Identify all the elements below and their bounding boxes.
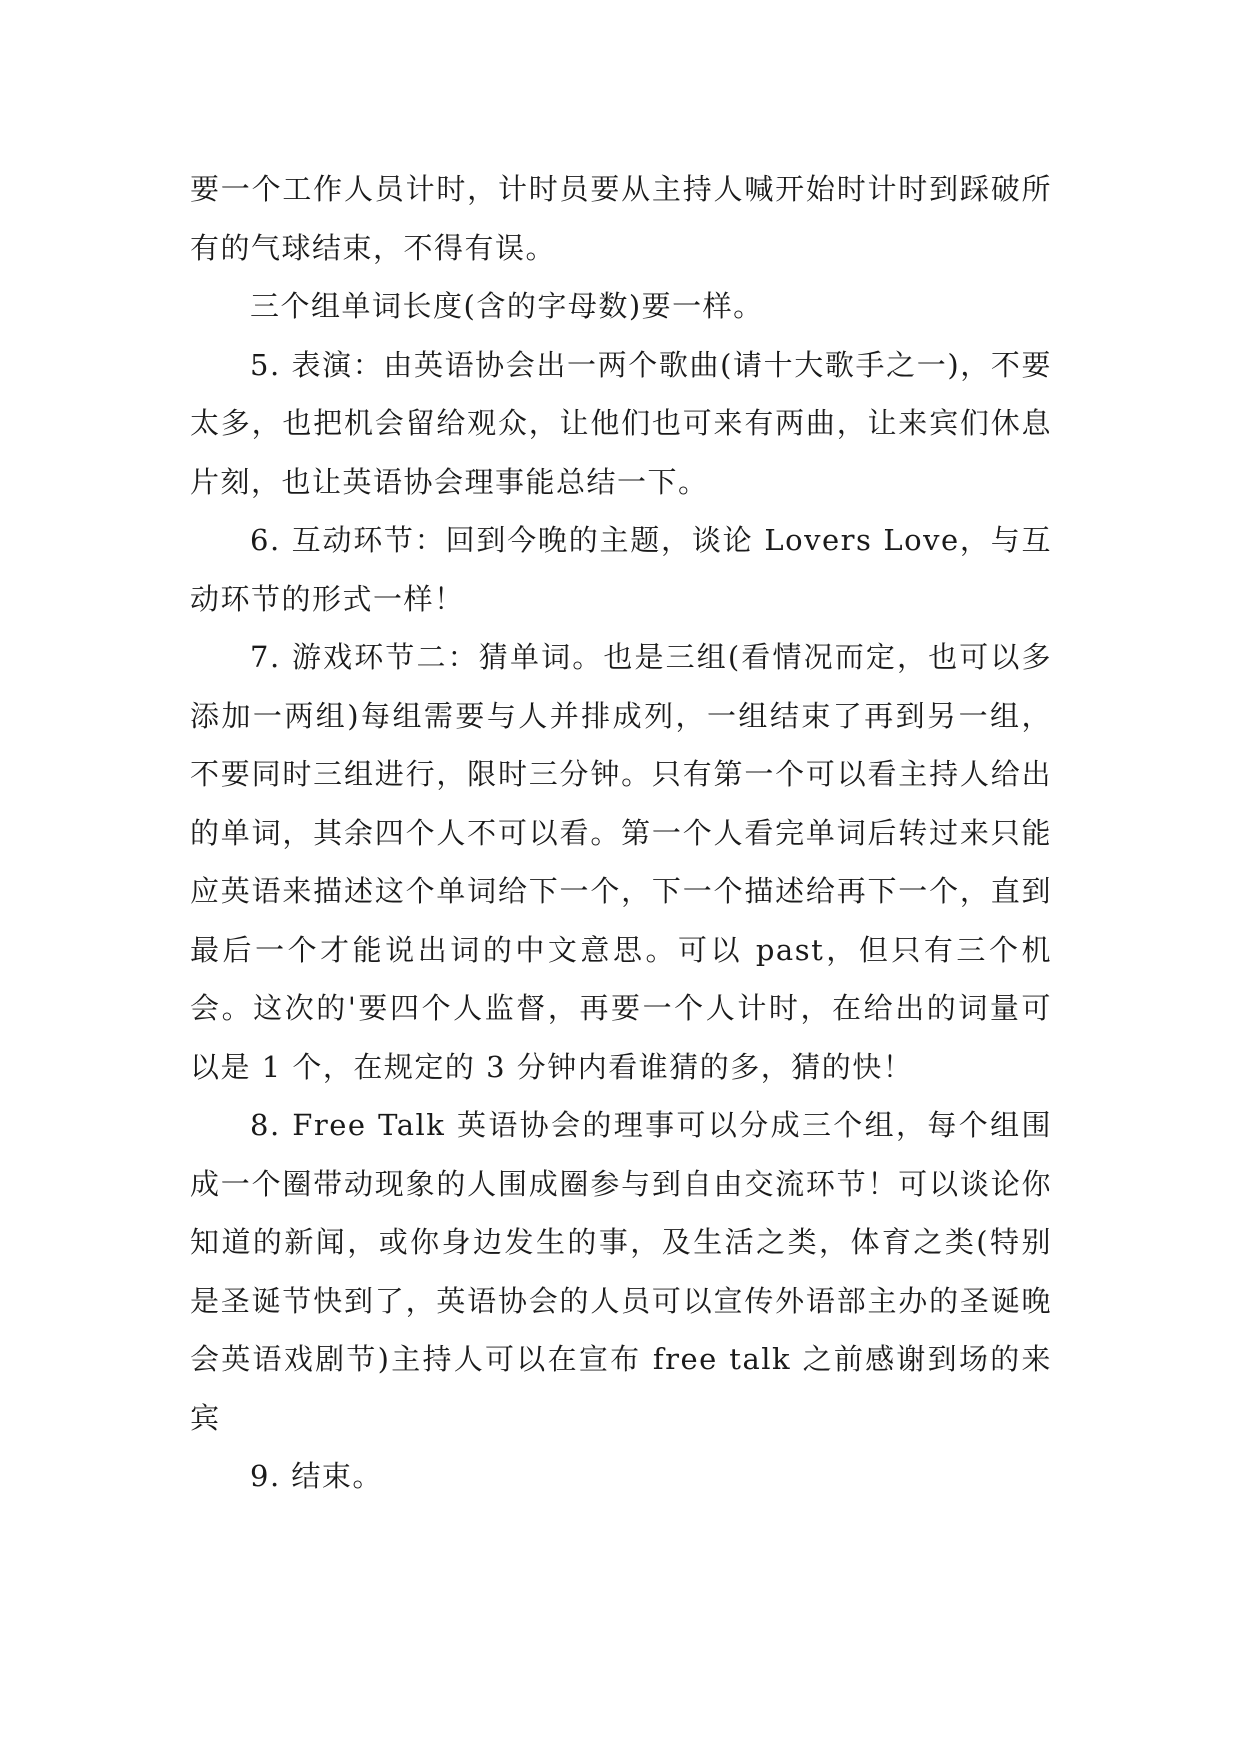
paragraph-item-6-interaction: 6. 互动环节：回到今晚的主题，谈论 Lovers Love，与互动环节的形式一样！ [190, 523, 1052, 616]
paragraph-item-7-word-game: 7. 游戏环节二：猜单词。也是三组(看情况而定，也可以多添加一两组)每组需要与人并排成列，一组结束了再到另一组，不要同时三组进行，限时三分钟。只有第一个可以看主持人给出的单词，其余四个人不可以看。第一个人看完单词后转过来只能应英语来描述这个单词给下一个，下一个描述给再下一个，直到最后一个才能说出词的中文意思。可以 past，但只有三个机会。这次的'要四个人监督，再要一个人计时，在给出的词量可以是 1 个，在规定的 3 分钟内看谁猜的多，猜的快！ [190, 640, 1052, 1084]
paragraph-word-length: 三个组单词长度(含的字母数)要一样。 [250, 289, 764, 323]
paragraph-item-8-free-talk: 8. Free Talk 英语协会的理事可以分成三个组，每个组围成一个圈带动现象的人围成圈参与到自由交流环节！可以谈论你知道的新闻，或你身边发生的事，及生活之类，体育之类(特别是圣诞节快到了，英语协会的人员可以宣传外语部主办的圣诞晚会英语戏剧节)主持人可以在宣布 free talk 之前感谢到场的来宾 [190, 1108, 1052, 1435]
document-body [190, 160, 1052, 1506]
paragraph-continued: 要一个工作人员计时，计时员要从主持人喊开始时计时到踩破所有的气球结束，不得有误。 [190, 172, 1052, 265]
paragraph-item-9-end: 9. 结束。 [250, 1459, 383, 1493]
paragraph-item-5-performance: 5. 表演：由英语协会出一两个歌曲(请十大歌手之一)，不要太多，也把机会留给观众，让他们也可来有两曲，让来宾们休息片刻，也让英语协会理事能总结一下。 [190, 347, 1052, 499]
